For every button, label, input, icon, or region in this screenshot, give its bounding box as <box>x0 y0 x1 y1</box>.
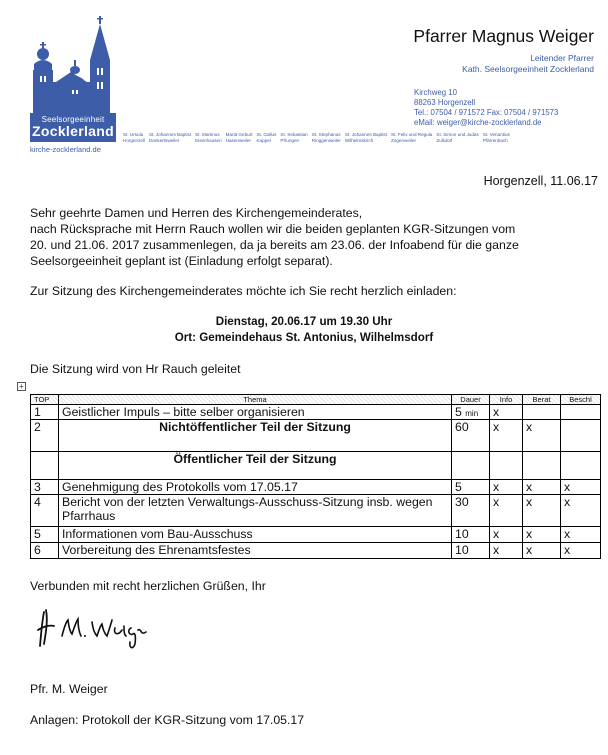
table-row <box>31 527 601 543</box>
cell-top: 6 <box>31 543 59 559</box>
letter-date: Horgenzell, 11.06.17 <box>483 174 598 188</box>
parish-item: St. Felix und Regula Zogenweiler <box>391 132 433 143</box>
cell-beschl <box>561 405 601 420</box>
signature-name: Pfr. M. Weiger <box>30 682 108 696</box>
church-towers-icon <box>30 16 116 114</box>
table-row <box>31 405 601 420</box>
cell-thema: Öffentlicher Teil der Sitzung <box>59 452 452 480</box>
cell-dauer <box>452 452 490 480</box>
parish-item: St. Johannes Baptist Dankertsweiler <box>148 132 192 143</box>
cell-beschl: x <box>561 495 601 527</box>
address-email: eMail: weiger@kirche-zocklerland.de <box>414 118 542 127</box>
parish-item: Mariä Geburt Hasenweiler <box>225 132 253 143</box>
cell-top: 1 <box>31 405 59 420</box>
parish-item: St. Sebastian Pfrungen <box>280 132 308 143</box>
cell-dauer: 5 min <box>452 405 490 420</box>
cell-top: 5 <box>31 527 59 543</box>
salutation: Sehr geehrte Damen und Herren des Kirchengemeinderates, <box>30 206 363 220</box>
parish-item: St. Stephanus Ringgenweiler <box>311 132 341 143</box>
cell-beschl <box>561 420 601 452</box>
letter-paragraph <box>30 205 519 269</box>
cell-thema: Geistlicher Impuls – bitte selber organisieren <box>59 405 452 420</box>
cell-thema: Informationen vom Bau-Ausschuss <box>59 527 452 543</box>
cell-thema: Bericht von der letzten Verwaltungs-Ausschuss-Sitzung insb. wegen Pfarrhaus <box>59 495 452 527</box>
table-row <box>31 480 601 495</box>
header-top: TOP <box>31 395 59 405</box>
cell-beschl <box>561 452 601 480</box>
cell-beschl: x <box>561 527 601 543</box>
logo-text-line2: Zocklerland <box>32 123 114 139</box>
parish-item: St. Gallus Kappel <box>256 132 277 143</box>
header-beschl: Beschl <box>561 395 601 405</box>
cell-top: 2 <box>31 420 59 452</box>
chair-note: Die Sitzung wird von Hr Rauch geleitet <box>30 362 241 376</box>
meeting-location: Ort: Gemeindehaus St. Antonius, Wilhelmsdorf <box>174 331 434 344</box>
cell-info: x <box>490 495 523 527</box>
cell-berat <box>523 452 561 480</box>
parish-item: St. Johannes Baptist Wilhelmskirch <box>344 132 387 143</box>
table-move-handle-icon[interactable]: + <box>17 382 26 391</box>
cell-beschl: x <box>561 480 601 495</box>
cell-thema: Nichtöffentlicher Teil der Sitzung <box>59 420 452 452</box>
address-phone: Tel.: 07504 / 971572 Fax: 07504 / 971573 <box>414 108 559 117</box>
cell-info: x <box>490 543 523 559</box>
cell-dauer: 30 <box>452 495 490 527</box>
cell-berat: x <box>523 543 561 559</box>
paragraph-line: nach Rücksprache mit Herrn Rauch wollen wir die beiden geplanten KGR-Sitzungen vom <box>30 222 516 236</box>
paragraph-line: Seelsorgeeinheit geplant ist (Einladung erfolgt separat). <box>30 254 333 268</box>
cell-info: x <box>490 527 523 543</box>
cell-thema: Genehmigung des Protokolls vom 17.05.17 <box>59 480 452 495</box>
sender-unit: Kath. Seelsorgeeinheit Zocklerland <box>462 64 594 74</box>
cell-berat <box>523 405 561 420</box>
parish-item: St. Venantius Pfärrenbach <box>482 132 510 143</box>
header-info: Info <box>490 395 523 405</box>
sender-role: Leitender Pfarrer <box>530 53 594 63</box>
cell-thema: Vorbereitung des Ehrenamtsfestes <box>59 543 452 559</box>
table-row <box>31 452 601 480</box>
cell-dauer: 60 <box>452 420 490 452</box>
address-street: Kirchweg 10 <box>414 88 457 97</box>
cell-info: x <box>490 405 523 420</box>
cell-berat: x <box>523 495 561 527</box>
cell-berat: x <box>523 420 561 452</box>
parish-logo <box>30 16 116 154</box>
address-city: 88263 Horgenzell <box>414 98 476 107</box>
parish-list <box>123 132 514 144</box>
cell-info: x <box>490 480 523 495</box>
attachment-note: Anlagen: Protokoll der KGR-Sitzung vom 17.05.17 <box>30 713 305 727</box>
handwritten-signature <box>36 606 156 657</box>
logo-url: kirche-zocklerland.de <box>30 145 101 154</box>
meeting-datetime: Dienstag, 20.06.17 um 19.30 Uhr <box>215 315 393 328</box>
cell-dauer: 5 <box>452 480 490 495</box>
logo-text-line1: Seelsorgeeinheit <box>41 115 105 124</box>
header-berat: Berat <box>523 395 561 405</box>
header-thema: Thema <box>59 395 452 405</box>
invitation-text: Zur Sitzung des Kirchengemeinderates möchte ich Sie recht herzlich einladen: <box>30 284 457 298</box>
cell-beschl: x <box>561 543 601 559</box>
header-dauer: Dauer <box>452 395 490 405</box>
table-row <box>31 495 601 527</box>
closing-line: Verbunden mit recht herzlichen Grüßen, Ihr <box>30 579 266 593</box>
agenda-table <box>30 394 601 559</box>
cell-dauer: 10 <box>452 543 490 559</box>
logo-banner <box>30 113 116 142</box>
cell-top: 3 <box>31 480 59 495</box>
cell-berat: x <box>523 527 561 543</box>
cell-info <box>490 452 523 480</box>
cell-dauer: 10 <box>452 527 490 543</box>
parish-item: St. Martinus Eisenhausen <box>195 132 222 143</box>
paragraph-line: 20. und 21.06. 2017 zusammenlegen, da ja bereits am 23.06. der Infoabend für die ganze <box>30 238 519 252</box>
table-row <box>31 543 601 559</box>
table-row <box>31 420 601 452</box>
sender-address <box>414 88 558 128</box>
parish-item: St. Simon und Judas Zußdorf <box>436 132 479 143</box>
letterhead <box>413 26 594 74</box>
parish-item: St. Ursula Horgenzell <box>123 132 145 143</box>
cell-top: 4 <box>31 495 59 527</box>
table-header-row <box>31 395 601 405</box>
cell-berat: x <box>523 480 561 495</box>
sender-name: Pfarrer Magnus Weiger <box>413 26 594 46</box>
cell-info: x <box>490 420 523 452</box>
cell-top <box>31 452 59 480</box>
